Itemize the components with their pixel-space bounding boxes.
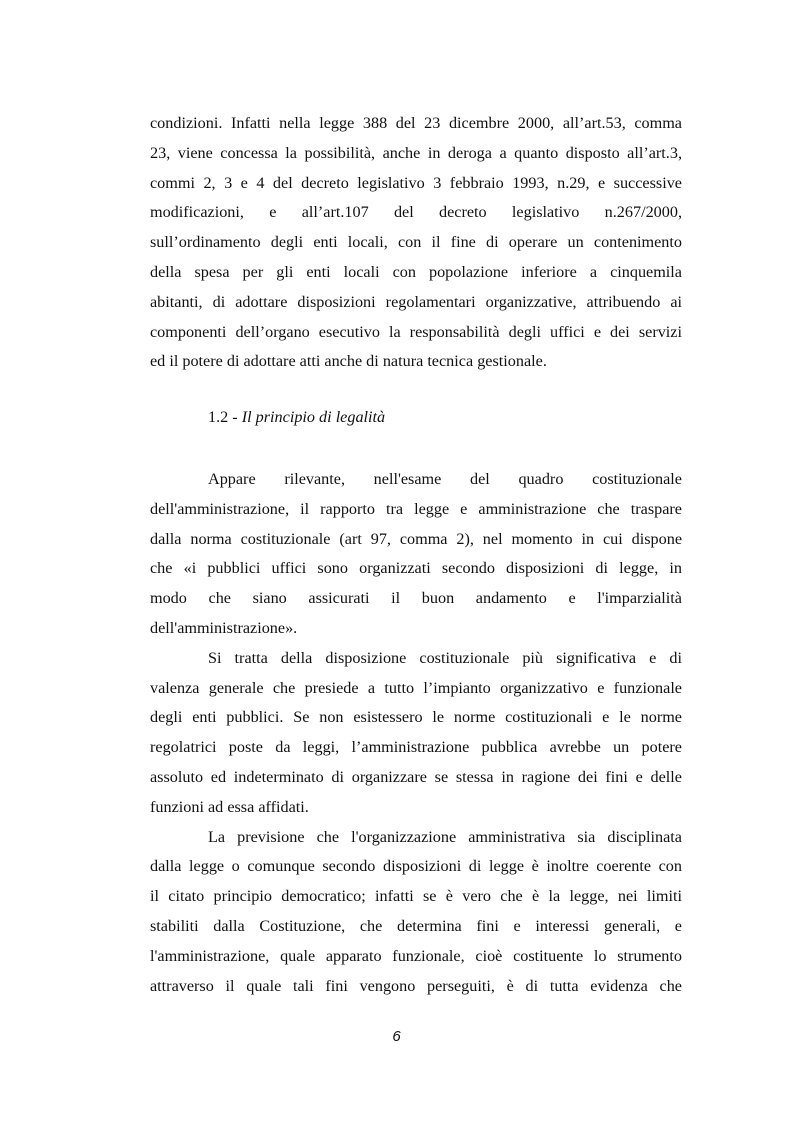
text-line: degli enti pubblici. Se non esistessero le norme costituzionali e le norme: [150, 708, 682, 727]
paragraph-constitutional: [150, 644, 682, 823]
text-line: Appare rilevante, nell'esame del quadro costituzionale: [208, 469, 682, 488]
text-line: dell'amministrazione, il rapporto tra legge e amministrazione che traspare: [150, 499, 682, 518]
paragraph-democratic: [150, 823, 682, 1002]
text-line: commi 2, 3 e 4 del decreto legislativo 3 febbraio 1993, n.29, e successive: [150, 173, 682, 192]
text-line: dalla legge o comunque secondo disposizioni di legge è inoltre coerente con: [150, 857, 682, 876]
text-line: assoluto ed indeterminato di organizzare se stessa in ragione dei fini e delle: [150, 767, 682, 786]
section-title: Il principio di legalità: [241, 408, 386, 427]
page-number: 6: [392, 1028, 401, 1045]
text-line: componenti dell’organo esecutivo la responsabilità degli uffici e dei servizi: [150, 322, 682, 341]
text-line: condizioni. Infatti nella legge 388 del 23 dicembre 2000, all’art.53, comma: [150, 114, 682, 132]
text-line: La previsione che l'organizzazione amministrativa sia disciplinata: [208, 827, 682, 846]
text-line: valenza generale che presiede a tutto l’impianto organizzativo e funzionale: [150, 678, 682, 697]
text-line: ed il potere di adottare atti anche di natura tecnica gestionale.: [150, 352, 547, 371]
section-heading: [150, 403, 682, 433]
text-line: l'amministrazione, quale apparato funzionale, cioè costituente lo strumento: [150, 946, 682, 965]
text-line: dalla norma costituzionale (art 97, comma 2), nel momento in cui dispone: [150, 529, 682, 548]
text-line: 23, viene concessa la possibilità, anche in deroga a quanto disposto all’art.3,: [150, 143, 682, 162]
text-line: attraverso il quale tali fini vengono perseguiti, è di tutta evidenza che: [150, 976, 682, 995]
paragraph-intro: [150, 109, 682, 377]
text-line: stabiliti dalla Costituzione, che determina fini e interessi generali, e: [150, 916, 682, 935]
text-line: modificazioni, e all’art.107 del decreto legislativo n.267/2000,: [150, 203, 682, 222]
text-line: abitanti, di adottare disposizioni regolamentari organizzative, attribuendo ai: [150, 292, 682, 311]
text-line: dell'amministrazione».: [150, 618, 298, 637]
text-line: Si tratta della disposizione costituzionale più significativa e di: [208, 648, 682, 667]
text-line: della spesa per gli enti locali con popolazione inferiore a cinquemila: [150, 262, 682, 281]
text-line: il citato principio democratico; infatti se è vero che è la legge, nei limiti: [150, 887, 682, 906]
text-line: modo che siano assicurati il buon andamento e l'imparzialità: [150, 589, 682, 608]
text-line: regolatrici poste da leggi, l’amministrazione pubblica avrebbe un potere: [150, 738, 682, 757]
paragraph-legality: [150, 465, 682, 644]
section-number: 1.2 -: [208, 408, 242, 427]
text-line: funzioni ad essa affidati.: [150, 797, 309, 816]
text-line: che «i pubblici uffici sono organizzati secondo disposizioni di legge, in: [150, 559, 682, 578]
text-line: sull’ordinamento degli enti locali, con il fine di operare un contenimento: [150, 233, 682, 252]
document-page: [150, 109, 682, 1001]
